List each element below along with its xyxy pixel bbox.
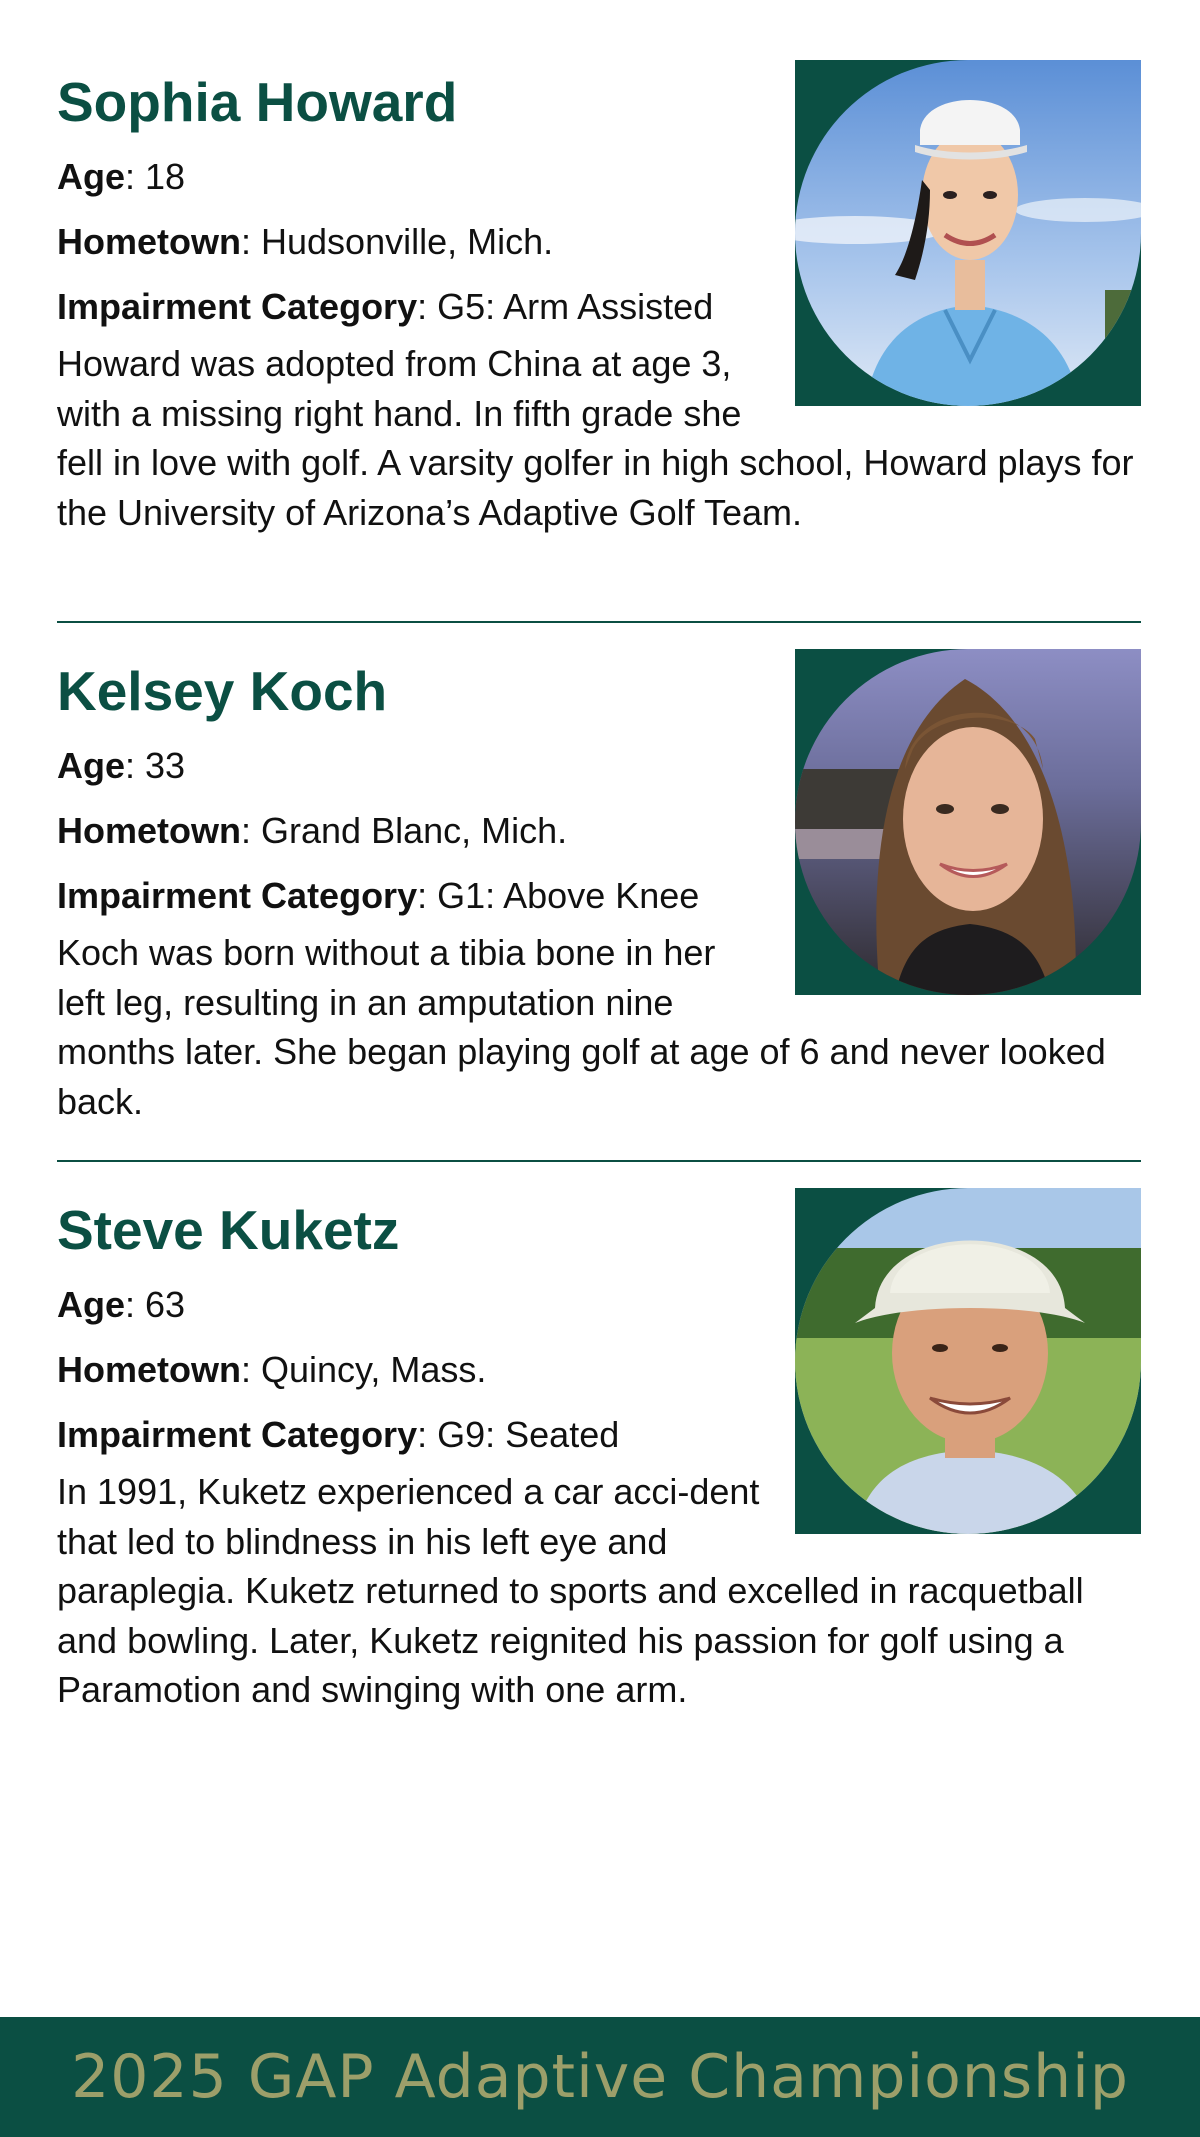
athlete-bio: In 1991, Kuketz experienced a car acci-dent that led to blindness in his left eye and paraplegia. Kuketz returned to sports and excelled in racquetball and bowling. Later, Kuketz reignited his passion for golf using a Paramotion and swinging with one arm. — [57, 1471, 1084, 1710]
profile-sophia-howard — [57, 60, 1141, 537]
athlete-name: Kelsey Koch — [57, 660, 388, 722]
section-divider — [57, 621, 1141, 623]
hometown-label: Hometown — [57, 1349, 241, 1390]
label-separator: : — [417, 875, 438, 916]
label-separator: : — [241, 1349, 262, 1390]
footer-title: 2025 GAP Adaptive Championship — [71, 2042, 1129, 2112]
impairment-value: G9: Seated — [437, 1414, 620, 1455]
portrait-image — [795, 649, 1141, 995]
profile-kelsey-koch — [57, 649, 1141, 1126]
impairment-label: Impairment Category — [57, 875, 418, 916]
label-separator: : — [125, 1284, 146, 1325]
hometown-value: Grand Blanc, Mich. — [261, 810, 568, 851]
hometown-label: Hometown — [57, 810, 241, 851]
impairment-value: G5: Arm Assisted — [437, 286, 714, 327]
athlete-bio: Koch was born without a tibia bone in her left leg, resulting in an amputation nine months later. She began playing golf at age of 6 and never looked back. — [57, 932, 1106, 1122]
label-separator: : — [241, 810, 262, 851]
age-label: Age — [57, 745, 126, 786]
athlete-bio: Howard was adopted from China at age 3, with a missing right hand. In fifth grade she fell in love with golf. A varsity golfer in high school, Howard plays for the University of Arizona’s Adaptive Golf Team. — [57, 343, 1134, 533]
age-value: 33 — [145, 745, 186, 786]
profile-steve-kuketz — [57, 1188, 1141, 1715]
label-separator: : — [417, 286, 438, 327]
photo-kelsey-koch — [795, 649, 1141, 995]
label-separator: : — [125, 156, 146, 197]
footer-banner — [0, 2017, 1200, 2137]
athlete-name: Sophia Howard — [57, 71, 458, 133]
label-separator: : — [125, 745, 146, 786]
photo-steve-kuketz — [795, 1188, 1141, 1534]
hometown-label: Hometown — [57, 221, 241, 262]
hometown-value: Hudsonville, Mich. — [261, 221, 554, 262]
age-value: 18 — [145, 156, 186, 197]
photo-sophia-howard — [795, 60, 1141, 406]
impairment-value: G1: Above Knee — [437, 875, 700, 916]
age-value: 63 — [145, 1284, 186, 1325]
label-separator: : — [241, 221, 262, 262]
label-separator: : — [417, 1414, 438, 1455]
age-label: Age — [57, 1284, 126, 1325]
portrait-image — [795, 1188, 1141, 1534]
portrait-image — [795, 60, 1141, 406]
hometown-value: Quincy, Mass. — [261, 1349, 487, 1390]
impairment-label: Impairment Category — [57, 286, 418, 327]
age-label: Age — [57, 156, 126, 197]
athlete-name: Steve Kuketz — [57, 1199, 400, 1261]
section-divider — [57, 1160, 1141, 1162]
impairment-label: Impairment Category — [57, 1414, 418, 1455]
